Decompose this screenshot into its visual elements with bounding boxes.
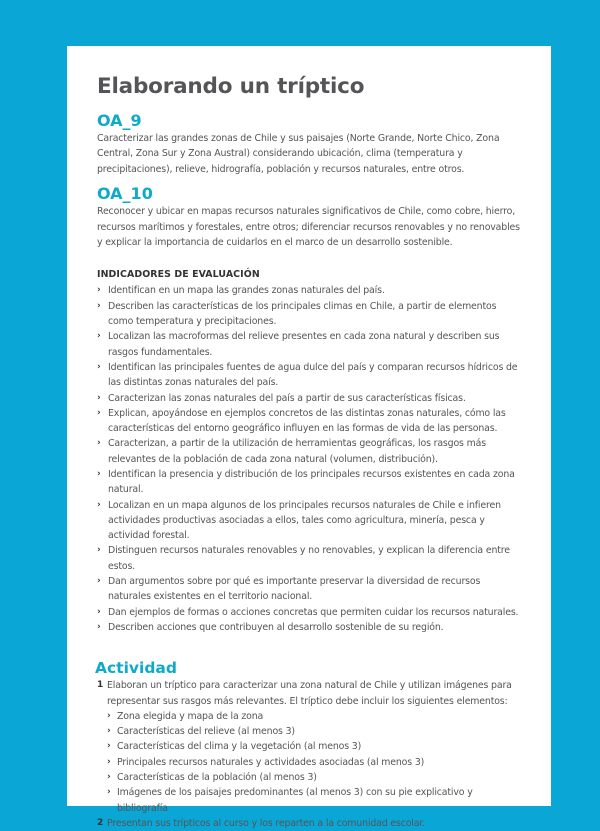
chevron-right-icon: › xyxy=(97,469,101,479)
list-item: › Caracterizan, a partir de la utilización de herramientas geográficas, los rasgos más relevantes de la población de cada zona natural (volumen, distribución). xyxy=(97,438,486,465)
step-number: 1 xyxy=(97,680,104,691)
objective-oa9 xyxy=(97,112,523,177)
document-page xyxy=(67,46,551,829)
list-item: › Zona elegida y mapa de la zona xyxy=(107,709,523,724)
list-item: › Localizan en un mapa algunos de los principales recursos naturales de Chile e infieren actividades productivas asociadas a ellos, tales como agricultura, minería, pesca y actividad forestal. xyxy=(97,499,501,542)
chevron-right-icon: › xyxy=(97,300,101,311)
chevron-right-icon: › xyxy=(97,407,101,418)
chevron-right-icon: › xyxy=(97,361,101,372)
objective-code: OA_10 xyxy=(97,184,153,204)
chevron-right-icon: › xyxy=(97,576,101,587)
list-item: › Localizan las macroformas del relieve presentes en cada zona natural y describen sus rasgos fundamentales. xyxy=(97,331,500,358)
chevron-right-icon: › xyxy=(97,438,101,449)
list-item: › Identifican la presencia y distribución de los principales recursos existentes en cada zona natural. xyxy=(97,469,515,496)
list-item: › Dan argumentos sobre por qué es importante preservar la diversidad de recursos naturales existentes en el territorio nacional. xyxy=(97,576,481,603)
chevron-right-icon: › xyxy=(107,756,111,767)
list-item: › Dan ejemplos de formas o acciones concretas que permiten cuidar los recursos naturales. xyxy=(97,605,523,620)
list-item: › Imágenes de los paisajes predominantes (al menos 3) con su pie explicativo y bibliografía xyxy=(107,787,473,814)
list-item: › Características del clima y la vegetación (al menos 3) xyxy=(107,739,523,754)
list-item: › Explican, apoyándose en ejemplos concretos de las distintas zonas naturales, cómo las características del entorno geográfico influyen en las formas de vida de las personas. xyxy=(97,407,506,435)
activity-heading: Actividad xyxy=(95,659,177,678)
chevron-right-icon: › xyxy=(97,392,101,403)
activity-step xyxy=(97,816,523,831)
chevron-right-icon: › xyxy=(97,545,101,556)
list-item: › Identifican en un mapa las grandes zonas naturales del país. xyxy=(97,283,523,298)
chevron-right-icon: › xyxy=(97,621,101,632)
chevron-right-icon: › xyxy=(97,331,101,342)
list-item: › Describen acciones que contribuyen al desarrollo sostenible de su región. xyxy=(97,620,523,635)
list-item: › Características de la población (al menos 3) xyxy=(107,770,523,785)
indicators-list xyxy=(97,283,523,635)
chevron-right-icon: › xyxy=(107,710,111,721)
step-number: 2 xyxy=(97,817,104,828)
chevron-right-icon: › xyxy=(97,499,101,510)
activity-steps xyxy=(97,678,523,831)
list-item: › Identifican las principales fuentes de agua dulce del país y comparan recursos hídricos de las distintas zonas naturales del país. xyxy=(97,361,518,389)
activity-step xyxy=(97,678,523,816)
chevron-right-icon: › xyxy=(107,741,111,752)
chevron-right-icon: › xyxy=(97,606,101,617)
chevron-right-icon: › xyxy=(107,772,111,783)
objective-oa10 xyxy=(97,185,523,250)
indicators-heading: INDICADORES DE EVALUACIÓN xyxy=(97,269,260,281)
objective-text: Reconocer y ubicar en mapas recursos naturales significativos de Chile, como cobre, hierro, recursos marítimos y forestales, entre otros; diferenciar recursos renovables y no renovables y explicar la importancia de cuidarlos en el marco de un desarrollo sostenible. xyxy=(97,206,520,249)
step-text: Presentan sus trípticos al curso y los reparten a la comunidad escolar. xyxy=(107,817,426,829)
step-text: Elaboran un tríptico para caracterizar una zona natural de Chile y utilizan imágenes para representar sus rasgos más relevantes. El tríptico debe incluir los siguientes elementos: xyxy=(107,680,512,707)
chevron-right-icon: › xyxy=(97,285,101,296)
page-title: Elaborando un tríptico xyxy=(97,74,365,99)
list-item: › Caracterizan las zonas naturales del país a partir de sus características físicas. xyxy=(97,391,523,406)
objective-text: Caracterizar las grandes zonas de Chile y sus paisajes (Norte Grande, Norte Chico, Zona Central, Zona Sur y Zona Austral) considerando ubicación, clima (temperatura y precipitaciones), relieve, hidrografía, población y recursos naturales, entre otros. xyxy=(97,133,500,175)
list-item: › Describen las características de los principales climas en Chile, a partir de elementos como temperatura y precipitaciones. xyxy=(97,300,497,328)
chevron-right-icon: › xyxy=(107,787,111,798)
objective-code: OA_9 xyxy=(97,111,142,130)
list-item: › Principales recursos naturales y actividades asociadas (al menos 3) xyxy=(107,755,523,770)
list-item: › Distinguen recursos naturales renovables y no renovables, y explican la diferencia entre estos. xyxy=(97,545,510,572)
list-item: › Características del relieve (al menos 3) xyxy=(107,724,523,739)
chevron-right-icon: › xyxy=(107,726,111,737)
